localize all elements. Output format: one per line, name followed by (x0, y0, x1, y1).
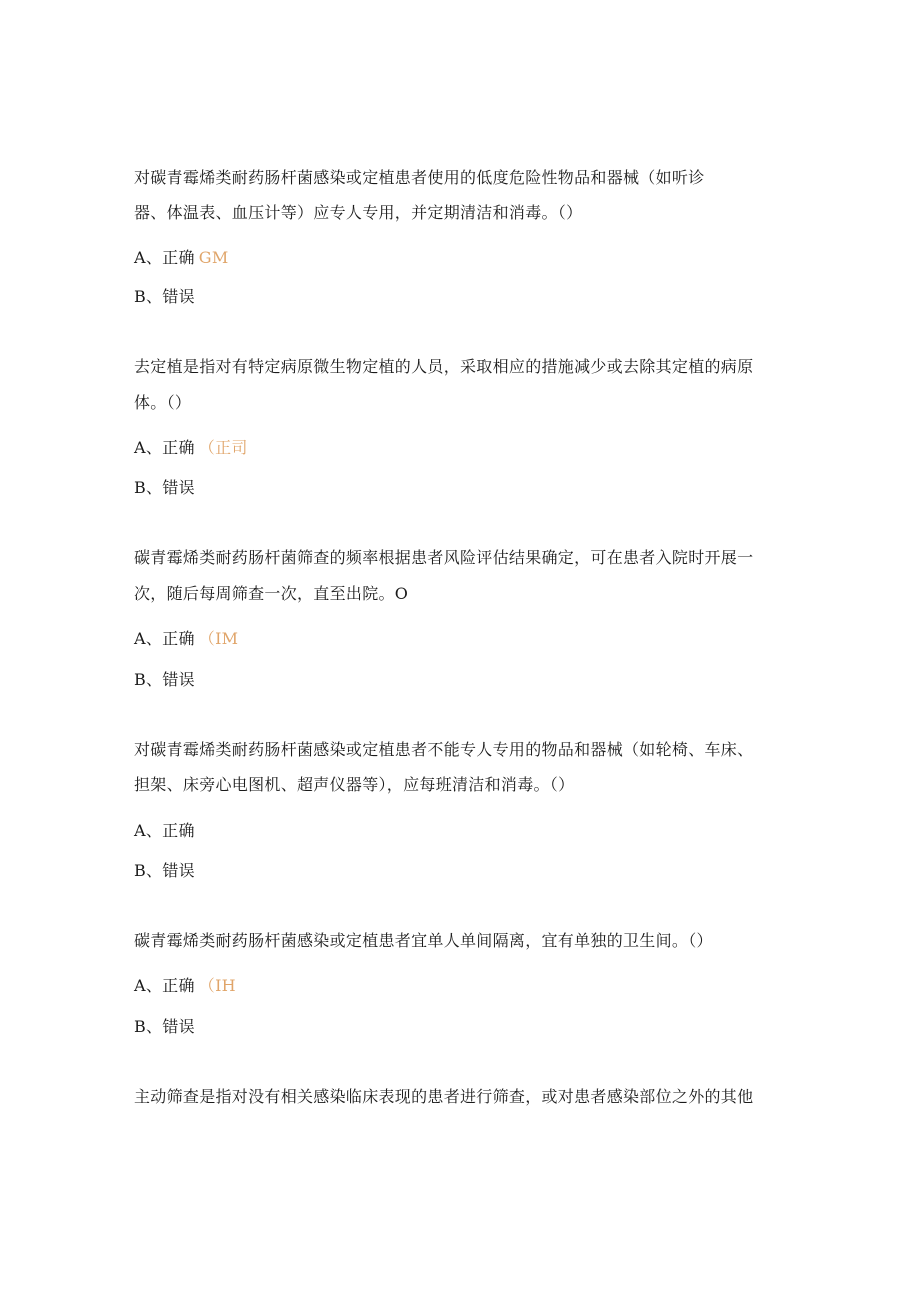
question-5-option-b: B、错误 (134, 1017, 195, 1036)
question-1-text-line-1: 对碳青霉烯类耐药肠杆菌感染或定植患者使用的低度危险性物品和器械（如听诊 (134, 168, 705, 187)
question-5-option-a (134, 975, 236, 997)
option-a-label: A、正确 (134, 248, 195, 267)
question-5-text-line-1: 碳青霉烯类耐药肠杆菌感染或定植患者宜单人单间隔离，宜有单独的卫生间。（） (134, 931, 713, 950)
question-1-option-b: B、错误 (134, 287, 195, 306)
question-1-text-line-2: 器、体温表、血压计等）应专人专用，并定期清洁和消毒。（） (134, 203, 583, 222)
question-4-option-b: B、错误 (134, 861, 195, 880)
question-3-text-line-2: 次，随后每周筛查一次，直至出院。O (134, 584, 409, 603)
question-4-text-line-1: 对碳青霉烯类耐药肠杆菌感染或定植患者不能专人专用的物品和器械（如轮椅、车床、 (134, 740, 754, 759)
question-3-option-b: B、错误 (134, 670, 195, 689)
question-4-option-a (134, 820, 199, 842)
question-3-option-a (134, 628, 238, 650)
question-1-option-a (134, 247, 229, 269)
question-6-text-line-1: 主动筛查是指对没有相关感染临床表现的患者进行筛查，或对患者感染部位之外的其他 (134, 1087, 754, 1106)
question-2-option-b: B、错误 (134, 478, 195, 497)
option-a-mark: （正司 (198, 438, 248, 457)
option-a-label: A、正确 (134, 629, 195, 648)
question-4-text-line-2: 担架、床旁心电图机、超声仪器等），应每班清洁和消毒。（） (134, 775, 575, 794)
question-2-text-line-1: 去定植是指对有特定病原微生物定植的人员，采取相应的措施减少或去除其定植的病原 (134, 357, 754, 376)
question-2-text-line-2: 体。（） (134, 393, 192, 412)
option-a-label: A、正确 (134, 821, 195, 840)
option-a-mark: （IH (198, 976, 236, 995)
question-2-option-a (134, 437, 248, 459)
option-a-label: A、正确 (134, 438, 195, 457)
question-3-text-line-1: 碳青霉烯类耐药肠杆菌筛查的频率根据患者风险评估结果确定，可在患者入院时开展一 (134, 548, 754, 567)
option-a-label: A、正确 (134, 976, 195, 995)
option-a-mark: （IM (198, 629, 239, 648)
option-a-mark: GM (198, 248, 229, 267)
